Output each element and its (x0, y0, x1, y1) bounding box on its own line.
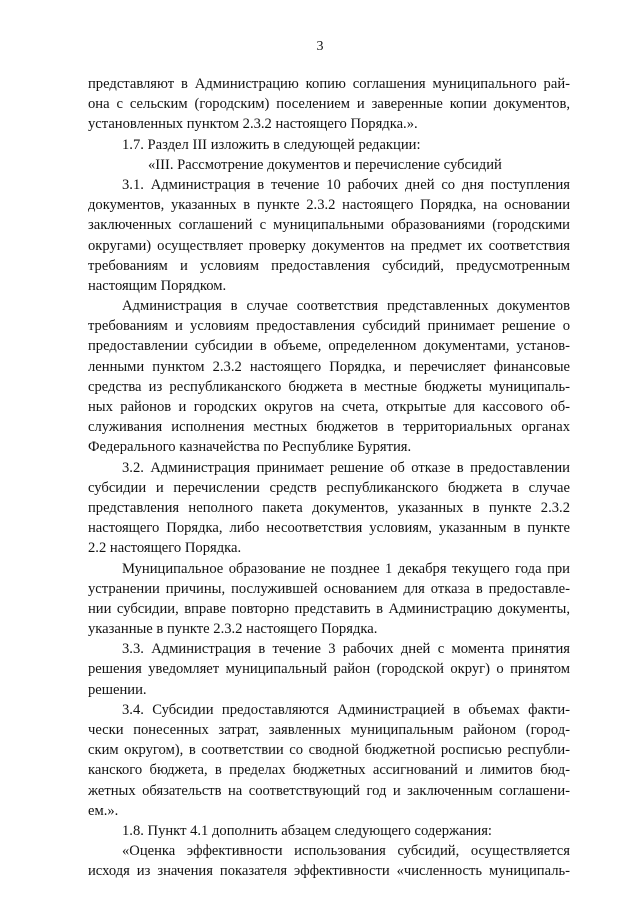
text-line: требованиям и условиям предоставления субсидий принимает решение о (88, 318, 570, 335)
text-line: заключенных соглашений с муниципальными образованиями (городскими (88, 217, 570, 234)
text-line: 1.7. Раздел III изложить в следующей редакции: (122, 136, 421, 153)
text-line: устранении причины, послужившей основанием для отказа в предоставле- (88, 580, 570, 597)
page-number: 3 (316, 39, 324, 54)
text-line: жетных обязательств на соответствующий год и заключенным соглашени- (88, 782, 570, 799)
text-line: решения уведомляет муниципальный район (городской округ) о принятом (88, 661, 570, 678)
text-line: Федерального казначейства по Республике Бурятия. (88, 439, 412, 456)
text-line: представления неполного пакета документов, указанных в пункте 2.3.2 (88, 499, 570, 516)
text-line: «III. Рассмотрение документов и перечисление субсидий (148, 156, 502, 173)
text-line: субсидии и перечислении средств республиканского бюджета в случае (88, 479, 570, 496)
text-line: исходя из значения показателя эффективности «численность муниципаль- (88, 863, 570, 880)
text-line: округами) осуществляет проверку документов на предмет их соответствия (88, 237, 570, 254)
text-line: средства из республиканского бюджета в местные бюджеты муниципаль- (88, 378, 570, 395)
text-line: настоящего Порядка, либо несоответствия условиям, указанным в пункте (88, 520, 570, 537)
text-line: ем.». (88, 802, 119, 819)
text-line: документов, указанных в пункте 2.3.2 настоящего Порядка, на основании (88, 197, 570, 214)
text-line: ским округом), в соответствии со сводной бюджетной росписью республи- (88, 742, 570, 759)
text-line: нии субсидии, вправе повторно представить в Администрацию документы, (88, 600, 570, 617)
text-line: ных районов и городских округов на счета, открытые для кассового об- (88, 399, 570, 415)
text-line: 2.2 настоящего Порядка. (88, 540, 242, 557)
text-line: Муниципальное образование не позднее 1 декабря текущего года при (122, 560, 570, 577)
text-line: установленных пунктом 2.3.2 настоящего Порядка.». (88, 116, 418, 133)
text-line: указанные в пункте 2.3.2 настоящего Порядка. (88, 621, 378, 638)
text-line: 3.1. Администрация в течение 10 рабочих дней со дня поступления (122, 176, 570, 193)
text-line: Администрация в случае соответствия представленных документов (122, 298, 570, 315)
text-line: 1.8. Пункт 4.1 дополнить абзацем следующего содержания: (122, 822, 492, 839)
text-line: 3.2. Администрация принимает решение об отказе в предоставлении (122, 459, 570, 476)
text-line: она с сельским (городским) поселением и заверенные копии документов, (88, 96, 570, 113)
text-line: «Оценка эффективности использования субсидий, осуществляется (122, 843, 570, 860)
text-line: чески понесенных затрат, заявленных муниципальным районом (город- (88, 722, 570, 738)
text-line: настоящим Порядком. (88, 277, 227, 294)
text-line: канского бюджета, в пределах бюджетных ассигнований и лимитов бюд- (88, 762, 570, 779)
text-line: ленными пунктом 2.3.2 настоящего Порядка, и перечисляет финансовые (88, 358, 570, 375)
text-line: 3.4. Субсидии предоставляются Администрацией в объемах факти- (122, 701, 570, 718)
text-line: решении. (88, 681, 147, 698)
text-line: представляют в Администрацию копию соглашения муниципального рай- (88, 76, 570, 92)
text-line: требованиям и условиям предоставления субсидий, предусмотренным (88, 257, 570, 274)
document-body (88, 74, 570, 882)
text-line: предоставлении субсидии в объеме, определенном документами, установ- (88, 338, 570, 355)
text-line: 3.3. Администрация в течение 3 рабочих дней с момента принятия (122, 641, 570, 658)
text-line: служивания исполнения местных бюджетов в территориальных органах (88, 419, 570, 436)
